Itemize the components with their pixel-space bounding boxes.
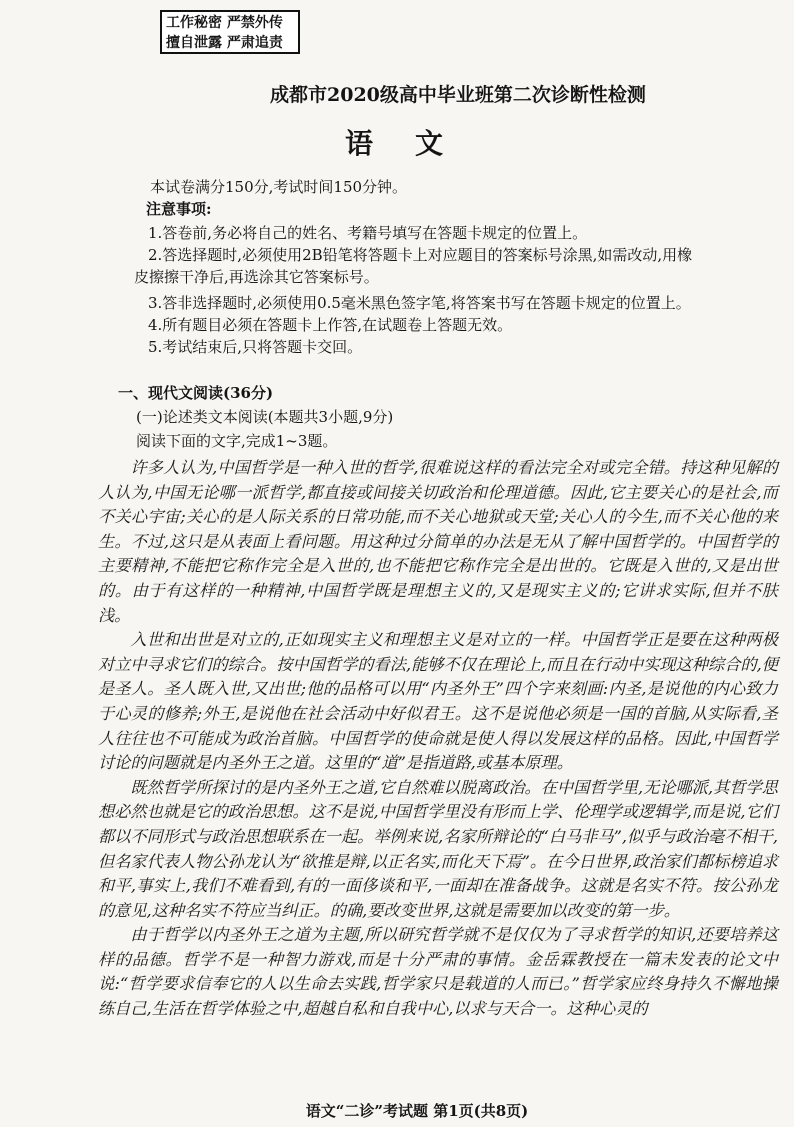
instructions-notes-label: 注意事项:: [146, 200, 212, 218]
subsection-heading: (一)论述类文本阅读(本题共3小题,9分): [136, 408, 394, 426]
reading-directions: 阅读下面的文字,完成1~3题。: [136, 432, 338, 450]
page-footer: 语文“二诊”考试题 第1页(共8页): [305, 1102, 529, 1120]
instruction-item-5: 5.考试结束后,只将答题卡交回。: [148, 338, 363, 356]
subject-title: 语文: [344, 127, 485, 160]
passage-paragraph-1: 许多人认为,中国哲学是一种入世的哲学,很难说这样的看法完全对或完全错。持这种见解的人认为,中国无论哪一派哲学,都直接或间接关切政治和伦理道德。因此,它主要关心的是社会,而不关心宇宙;关心的是人际关系的日常功能,而不关心地狱或天堂;关心人的今生,而不关心他的来生。不过,这只是从表面上看问题。用这种过分简单的办法是无从了解中国哲学的。中国哲学的主要精神,不能把它称作完全是入世的,也不能把它称作完全是出世的。它既是入世的,又是出世的。由于有这样的一种精神,中国哲学既是理想主义的,又是现实主义的;它讲求实际,但并不肤浅。: [98, 458, 778, 625]
stamp-line-2: 擅自泄露 严肃追责: [166, 35, 283, 51]
reading-passage: [98, 456, 778, 1022]
passage-paragraph-3: 既然哲学所探讨的是内圣外王之道,它自然难以脱离政治。在中国哲学里,无论哪派,其哲学思想必然也就是它的政治思想。这不是说,中国哲学里没有形而上学、伦理学或逻辑学,而是说,它们都以不同形式与政治思想联系在一起。举例来说,名家所辩论的“白马非马”,似乎与政治毫不相干,但名家代表人物公孙龙认为“欲推是辩,以正名实,而化天下焉”。在今日世界,政治家们都标榜追求和平,事实上,我们不难看到,有的一面侈谈和平,一面却在准备战争。这就是名实不符。按公孙龙的意见,这种名实不符应当纠正。的确,要改变世界,这就是需要加以改变的第一步。: [98, 777, 778, 920]
instruction-item-2: 2.答选择题时,必须使用2B铅笔将答题卡上对应题目的答案标号涂黑,如需改动,用橡: [148, 246, 693, 264]
instruction-item-3: 3.答非选择题时,必须使用0.5毫米黑色签字笔,将答案书写在答题卡规定的位置上。: [148, 294, 691, 312]
confidential-stamp: [160, 10, 300, 54]
exam-title: 成都市2020级高中毕业班第二次诊断性检测: [270, 84, 646, 106]
instruction-item-4: 4.所有题目必须在答题卡上作答,在试题卷上答题无效。: [148, 316, 513, 334]
instructions-intro: 本试卷满分150分,考试时间150分钟。: [150, 178, 408, 196]
instruction-item-1: 1.答卷前,务必将自己的姓名、考籍号填写在答题卡规定的位置上。: [148, 224, 588, 242]
stamp-line-1: 工作秘密 严禁外传: [166, 15, 283, 31]
passage-paragraph-4: 由于哲学以内圣外王之道为主题,所以研究哲学就不是仅仅为了寻求哲学的知识,还要培养这样的品德。哲学不是一种智力游戏,而是十分严肃的事情。金岳霖教授在一篇未发表的论文中说:“哲学要求信奉它的人以生命去实践,哲学家只是载道的人而已。”哲学家应终身持久不懈地操练自己,生活在哲学体验之中,超越自私和自我中心,以求与天合一。这种心灵的: [98, 925, 778, 1019]
instruction-item-2-cont: 皮擦擦干净后,再选涂其它答案标号。: [134, 268, 379, 286]
passage-paragraph-2: 入世和出世是对立的,正如现实主义和理想主义是对立的一样。中国哲学正是要在这种两极对立中寻求它们的综合。按中国哲学的看法,能够不仅在理论上,而且在行动中实现这种综合的,便是圣人。圣人既入世,又出世;他的品格可以用“内圣外王”四个字来刻画:内圣,是说他的内心致力于心灵的修养;外王,是说他在社会活动中好似君王。这不是说他必须是一国的首脑,从实际看,圣人往往也不可能成为政治首脑。中国哲学的使命就是使人得以发展这样的品格。因此,中国哲学讨论的问题就是内圣外王之道。这里的“道”是指道路,或基本原理。: [98, 630, 778, 773]
section-heading: 一、现代文阅读(36分): [118, 384, 274, 402]
